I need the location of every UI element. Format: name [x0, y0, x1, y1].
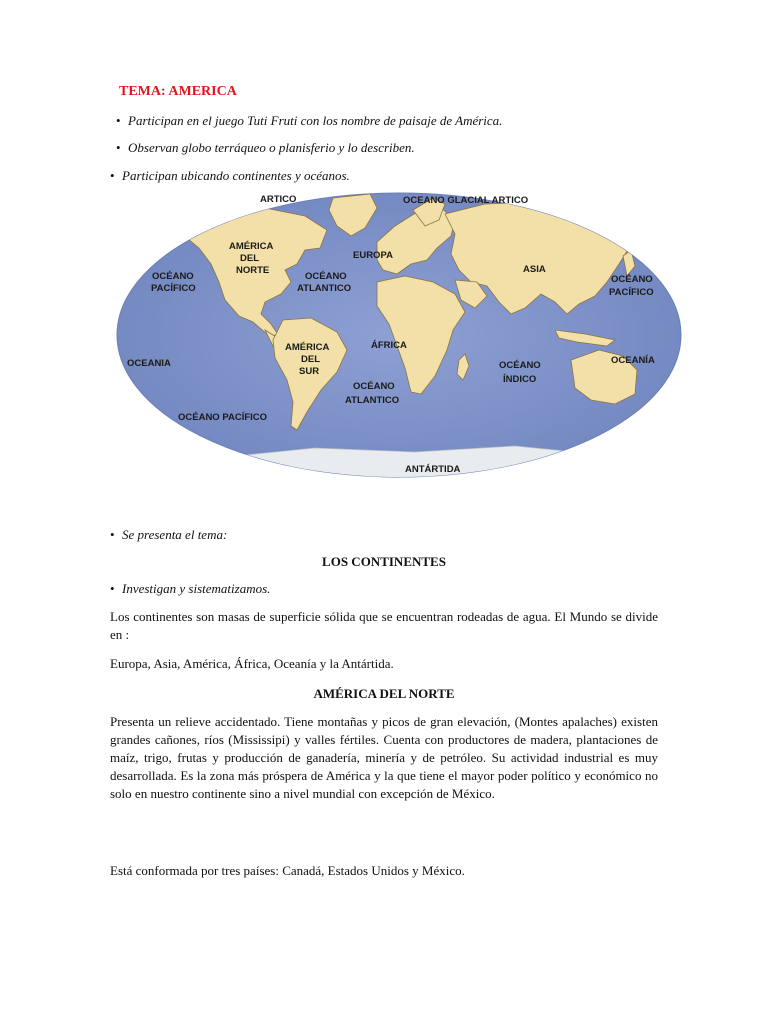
- heading-america-del-norte: AMÉRICA DEL NORTE: [313, 686, 455, 701]
- bullet-dot: •: [116, 113, 121, 128]
- bullet-dot: •: [110, 527, 115, 542]
- bullet-globo: [116, 140, 415, 156]
- bullet-text: Investigan y sistematizamos.: [122, 581, 271, 596]
- label-europa: EUROPA: [353, 250, 393, 261]
- heading-los-continentes: LOS CONTINENTES: [322, 554, 446, 569]
- label-america-sur-1: AMÉRICA: [285, 342, 330, 353]
- paragraph-america-norte: Presenta un relieve accidentado. Tiene montañas y picos de gran elevación, (Montes apalaches) existen grandes cañones, ríos (Mississipi) y valles fértiles. Cuenta con productores de madera, plantaciones de maíz, trigo, frutas y producción de ganadería, minería y de petróleo. Su actividad industrial es muy desarrollada. Es la zona más próspera de América y la que tiene el mayor poder político y económico no solo en nuestro continente sino a nivel mundial con excepción de México.: [110, 714, 658, 801]
- bullet-ubicando: [110, 168, 350, 184]
- label-oceano-glacial-artico: OCEANO GLACIAL ARTICO: [403, 195, 529, 206]
- label-artico: ARTICO: [260, 194, 297, 205]
- label-oceano-pacifico-s: OCÉANO PACÍFICO: [178, 412, 268, 423]
- label-america-norte-2: DEL: [240, 253, 259, 264]
- label-oceano-atlantico-s-1: OCÉANO: [353, 381, 395, 392]
- label-america-norte-1: AMÉRICA: [229, 241, 274, 252]
- label-oceano-atlantico-n-1: OCÉANO: [305, 271, 347, 282]
- label-asia: ASIA: [523, 264, 546, 275]
- label-oceano-pacifico-e-1: OCÉANO: [611, 274, 653, 285]
- bullet-text: Se presenta el tema:: [122, 527, 228, 542]
- label-oceania-e: OCEANÍA: [611, 355, 655, 366]
- label-oceano-indico-1: OCÉANO: [499, 360, 541, 371]
- tema-title: TEMA: AMERICA: [119, 84, 237, 99]
- label-oceano-atlantico-n-2: ATLANTICO: [297, 283, 352, 294]
- bullet-text: Participan en el juego Tuti Fruti con los nombre de paisaje de América.: [128, 113, 503, 128]
- label-america-sur-2: DEL: [301, 354, 320, 365]
- label-oceania-w: OCEANIA: [127, 358, 171, 369]
- paragraph-paises: Está conformada por tres países: Canadá, Estados Unidos y México.: [110, 863, 465, 878]
- bullet-dot: •: [110, 581, 115, 596]
- world-map: [115, 190, 683, 480]
- label-oceano-pacifico-w-2: PACÍFICO: [151, 283, 196, 294]
- bullet-investigan: [110, 581, 270, 597]
- label-oceano-atlantico-s-2: ATLANTICO: [345, 395, 400, 406]
- bullet-tuti-fruti: [116, 113, 502, 129]
- bullet-se-presenta: [110, 527, 227, 543]
- lista-continentes: Europa, Asia, América, África, Oceanía y la Antártida.: [110, 656, 394, 671]
- label-antartida: ANTÁRTIDA: [405, 464, 461, 475]
- label-america-norte-3: NORTE: [236, 265, 270, 276]
- bullet-dot: •: [116, 140, 121, 155]
- bullet-text: Observan globo terráqueo o planisferio y lo describen.: [128, 140, 415, 155]
- label-africa: ÁFRICA: [371, 340, 407, 351]
- bullet-dot: •: [110, 168, 115, 183]
- label-oceano-pacifico-e-2: PACÍFICO: [609, 287, 654, 298]
- bullet-text: Participan ubicando continentes y océanos.: [122, 168, 350, 183]
- label-america-sur-3: SUR: [299, 366, 320, 377]
- label-oceano-indico-2: ÍNDICO: [503, 374, 537, 385]
- label-oceano-pacifico-w-1: OCÉANO: [152, 271, 194, 282]
- paragraph-continentes: Los continentes son masas de superficie sólida que se encuentran rodeadas de agua. El Mundo se divide en :: [110, 609, 658, 642]
